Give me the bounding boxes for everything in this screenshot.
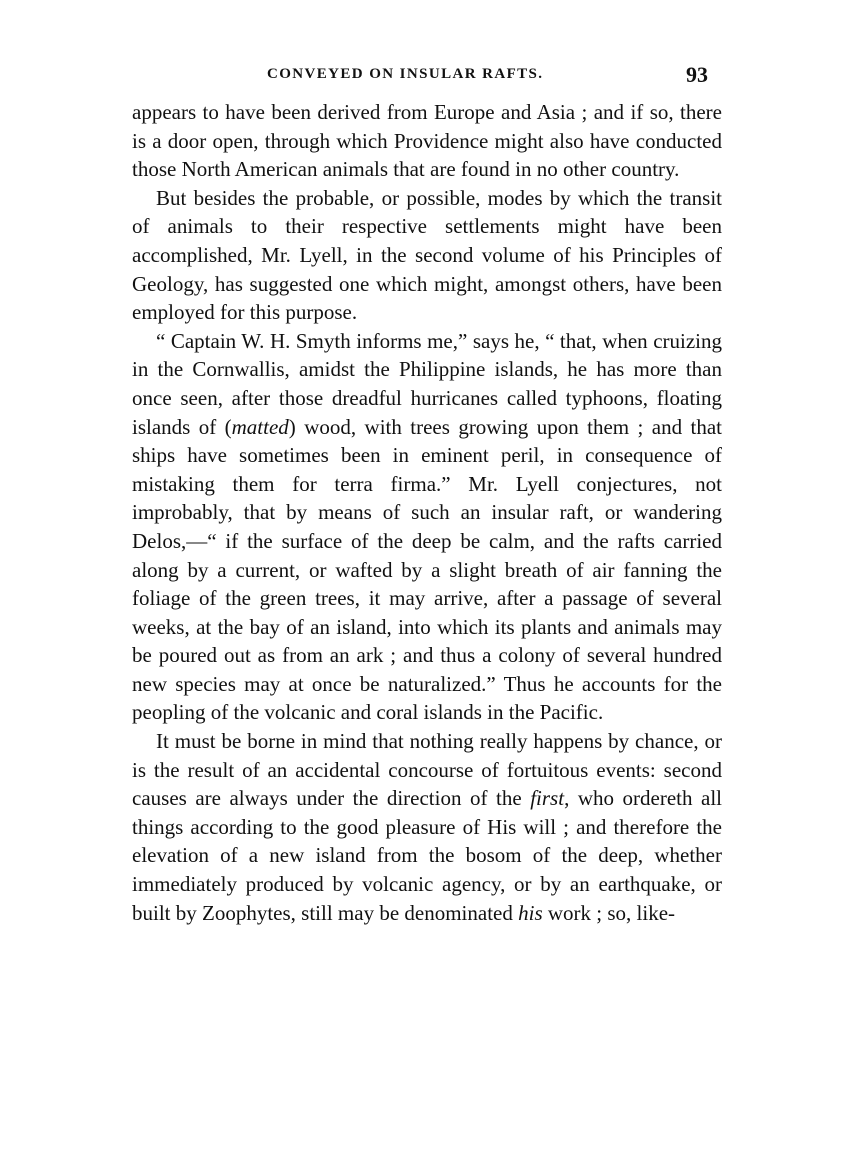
text-run: work ; so, like- bbox=[542, 900, 676, 925]
paragraph bbox=[132, 98, 722, 184]
italic-text-run: matted bbox=[231, 414, 289, 439]
paragraph bbox=[132, 327, 722, 727]
text-run: , who ordereth all things according to the good pleasure of His will ; and therefore the elevation of a new island from the bosom of the deep, whether immediately produced by volcanic agency, or by an earthquake, or built by Zoophytes, still may be denominated bbox=[132, 786, 722, 925]
text-run: appears to have been derived from Europe and Asia ; and if so, there is a door open, through which Providence might also have conducted those North American animals that are found in no other country. bbox=[132, 100, 722, 182]
text-run: ) wood, with trees growing upon them ; and that ships have sometimes been in eminent peril, in consequence of mistaking them for terra firma.” Mr. Lyell conjectures, not improbably, that by means of such an insular raft, or wandering Delos,—“ if the surface of the deep be calm, and the rafts carried along by a current, or wafted by a slight breath of air fanning the foliage of the green trees, it may arrive, after a passage of several weeks, at the bay of an island, into which its plants and animals may be poured out as from an ark ; and thus a colony of several hundred new species may at once be naturalized.” Thus he accounts for the peopling of the volcanic and coral islands in the Pacific. bbox=[132, 414, 722, 725]
book-page bbox=[132, 60, 722, 927]
text-run: “ Captain W. H. Smyth informs me,” says he, “ that, when cruizing in the Cornwallis, amidst the Philippine islands, he has more than once seen, after those dreadful hurricanes called typhoons, floating islands of ( bbox=[132, 328, 722, 439]
page-number: 93 bbox=[686, 62, 708, 87]
italic-text-run: his bbox=[518, 900, 543, 925]
running-head bbox=[132, 60, 722, 90]
text-run: But besides the probable, or possible, modes by which the transit of animals to their respective settlements might have been accomplished, Mr. Lyell, in the second volume of his Principles of Geology, has suggested one which might, amongst others, have been employed for this purpose. bbox=[132, 185, 722, 325]
paragraph bbox=[132, 184, 722, 327]
paragraph bbox=[132, 727, 722, 927]
italic-text-run: first bbox=[530, 786, 565, 811]
running-title: CONVEYED ON INSULAR RAFTS. bbox=[267, 66, 544, 82]
text-run: It must be borne in mind that nothing really happens by chance, or is the result of an accidental concourse of fortuitous events: second causes are always under the direction of the bbox=[132, 729, 722, 811]
body-text bbox=[132, 98, 722, 927]
